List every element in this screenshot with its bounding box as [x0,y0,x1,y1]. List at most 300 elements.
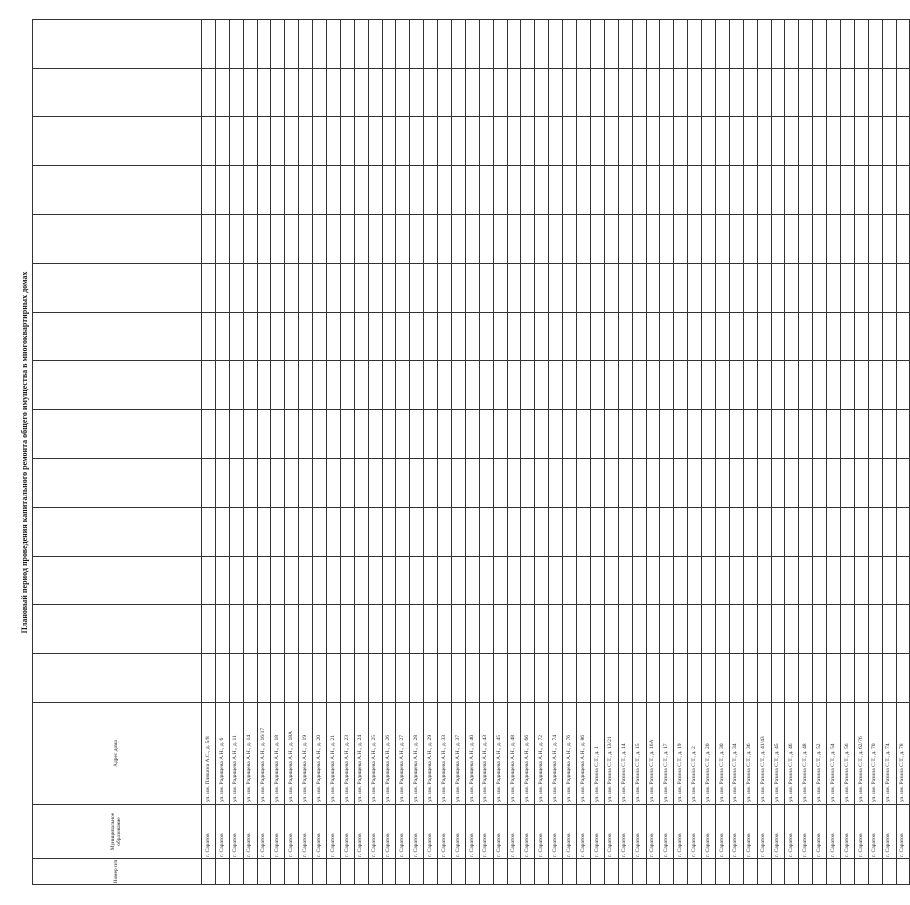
planned-year-cell [424,166,438,215]
planned-year-cell [715,166,729,215]
planned-year-cell [882,654,896,703]
planned-year-cell [271,507,285,556]
planned-year-cell [410,166,424,215]
municipality-cell: г. Саратов [410,805,424,859]
planned-year-cell [507,117,521,166]
planned-year-cell [757,459,771,508]
planned-year-cell [354,263,368,312]
table-row [465,19,479,884]
planned-year-cell [757,361,771,410]
planned-year-cell [757,654,771,703]
planned-year-cell [840,507,854,556]
row-number-cell [396,859,410,885]
planned-year-cell [257,361,271,410]
planned-year-cell [618,410,632,459]
planned-year-cell [299,654,313,703]
planned-year-cell [646,459,660,508]
address-cell: ул. им. Разина С.Т., д. 20 [702,703,716,805]
planned-year-cell [660,117,674,166]
planned-year-cell [840,410,854,459]
planned-year-cell [785,166,799,215]
planned-year-cell [271,361,285,410]
planned-year-cell [882,459,896,508]
planned-year-cell [854,263,868,312]
planned-year-cell [382,215,396,264]
planned-year-cell [660,361,674,410]
planned-year-cell [632,117,646,166]
planned-year-cell [479,556,493,605]
planned-year-cell [535,459,549,508]
column-header-c6 [33,410,202,459]
planned-year-cell [215,215,229,264]
planned-year-cell [646,556,660,605]
planned-year-cell [854,312,868,361]
municipality-cell: г. Саратов [479,805,493,859]
address-cell: ул. им. Разина С.Т., д. 36 [743,703,757,805]
planned-year-cell [327,459,341,508]
planned-year-cell [632,68,646,117]
planned-year-cell [827,507,841,556]
address-cell: ул. им. Разина С.Т., д. 17 [660,703,674,805]
planned-year-cell [382,410,396,459]
planned-year-cell [285,556,299,605]
planned-year-cell [549,556,563,605]
planned-year-cell [882,556,896,605]
address-cell: ул. им. Радищева А.Н., д. 27 [396,703,410,805]
planned-year-cell [285,410,299,459]
planned-year-cell [535,556,549,605]
planned-year-cell [882,605,896,654]
planned-year-cell [202,312,216,361]
planned-year-cell [507,410,521,459]
planned-year-cell [521,654,535,703]
address-cell: ул. им. Разина С.Т., д. 16А [646,703,660,805]
planned-year-cell [590,459,604,508]
planned-year-cell [465,19,479,68]
planned-year-cell [729,410,743,459]
planned-year-cell [729,507,743,556]
planned-year-cell [354,19,368,68]
planned-year-cell [299,361,313,410]
planned-year-cell [243,312,257,361]
planned-year-cell [493,507,507,556]
address-cell: ул. им. Радищева А.Н., д. 26 [382,703,396,805]
planned-year-cell [299,410,313,459]
planned-year-cell [549,19,563,68]
planned-year-cell [327,68,341,117]
planned-year-cell [271,459,285,508]
planned-year-cell [577,117,591,166]
planned-year-cell [507,556,521,605]
planned-year-cell [785,654,799,703]
municipality-cell: г. Саратов [202,805,216,859]
planned-year-cell [243,410,257,459]
planned-year-cell [743,507,757,556]
planned-year-cell [660,654,674,703]
planned-year-cell [299,507,313,556]
planned-year-cell [452,556,466,605]
planned-year-cell [465,361,479,410]
planned-year-cell [493,654,507,703]
planned-year-cell [229,459,243,508]
planned-year-cell [674,410,688,459]
planned-year-cell [257,410,271,459]
planned-year-cell [243,117,257,166]
planned-year-cell [479,459,493,508]
address-cell: ул. им. Разина С.Т., д. 15 [632,703,646,805]
planned-year-cell [827,605,841,654]
column-header-c11 [33,166,202,215]
planned-year-cell [590,654,604,703]
planned-year-cell [632,556,646,605]
planned-year-cell [368,410,382,459]
planned-year-cell [854,605,868,654]
planned-year-cell [368,19,382,68]
planned-year-cell [424,68,438,117]
planned-year-cell [646,654,660,703]
planned-year-cell [563,556,577,605]
planned-year-cell [688,215,702,264]
planned-year-cell [313,459,327,508]
municipality-cell: г. Саратов [299,805,313,859]
planned-year-cell [729,312,743,361]
planned-year-cell [396,605,410,654]
planned-year-cell [368,459,382,508]
planned-year-cell [771,410,785,459]
planned-year-cell [590,507,604,556]
table-row [202,19,216,884]
municipality-cell: г. Саратов [646,805,660,859]
planned-year-cell [813,654,827,703]
planned-year-cell [452,19,466,68]
planned-year-cell [424,117,438,166]
planned-year-cell [785,263,799,312]
table-row [368,19,382,884]
planned-year-cell [354,68,368,117]
planned-year-cell [479,312,493,361]
table-row [229,19,243,884]
planned-year-cell [202,556,216,605]
planned-year-cell [410,410,424,459]
planned-year-cell [702,556,716,605]
planned-year-cell [465,556,479,605]
planned-year-cell [827,410,841,459]
table-row [785,19,799,884]
planned-year-cell [771,654,785,703]
address-cell: ул. им. Разина С.Т., д. 56 [840,703,854,805]
planned-year-cell [604,166,618,215]
planned-year-cell [202,117,216,166]
row-number-cell [257,859,271,885]
planned-year-cell [771,117,785,166]
planned-year-cell [215,19,229,68]
planned-year-cell [215,68,229,117]
municipality-cell: г. Саратов [702,805,716,859]
planned-year-cell [827,654,841,703]
table-row [535,19,549,884]
repair-schedule-table [32,19,910,885]
municipality-cell: г. Саратов [340,805,354,859]
planned-year-cell [285,507,299,556]
column-header-c13 [33,68,202,117]
municipality-cell: г. Саратов [813,805,827,859]
column-header-c12 [33,117,202,166]
planned-year-cell [757,263,771,312]
planned-year-cell [299,605,313,654]
planned-year-cell [743,605,757,654]
row-number-cell [327,859,341,885]
planned-year-cell [382,166,396,215]
planned-year-cell [868,361,882,410]
planned-year-cell [410,556,424,605]
planned-year-cell [729,117,743,166]
municipality-cell: г. Саратов [327,805,341,859]
planned-year-cell [702,117,716,166]
municipality-cell: г. Саратов [535,805,549,859]
planned-year-cell [285,459,299,508]
planned-year-cell [354,459,368,508]
planned-year-cell [424,263,438,312]
planned-year-cell [521,459,535,508]
address-cell: ул. им. Радищева А.Н., д. 11 [229,703,243,805]
address-cell: ул. им. Радищева А.Н., д. 6 [215,703,229,805]
row-number-cell [243,859,257,885]
planned-year-cell [799,312,813,361]
planned-year-cell [799,459,813,508]
municipality-cell: г. Саратов [854,805,868,859]
planned-year-cell [604,361,618,410]
planned-year-cell [702,312,716,361]
planned-year-cell [896,215,910,264]
planned-year-cell [243,459,257,508]
planned-year-cell [618,117,632,166]
address-cell: ул. им. Радищева А.Н., д. 86 [577,703,591,805]
planned-year-cell [868,556,882,605]
planned-year-cell [702,68,716,117]
planned-year-cell [854,410,868,459]
table-row [354,19,368,884]
row-number-cell [618,859,632,885]
planned-year-cell [785,19,799,68]
planned-year-cell [285,654,299,703]
planned-year-cell [868,410,882,459]
planned-year-cell [479,605,493,654]
planned-year-cell [465,166,479,215]
column-header-num [33,859,202,885]
planned-year-cell [396,117,410,166]
planned-year-cell [757,507,771,556]
planned-year-cell [688,68,702,117]
planned-year-cell [729,605,743,654]
table-row [729,19,743,884]
planned-year-cell [354,605,368,654]
planned-year-cell [340,605,354,654]
row-number-cell [896,859,910,885]
planned-year-cell [368,263,382,312]
planned-year-cell [243,215,257,264]
planned-year-cell [785,605,799,654]
planned-year-cell [854,166,868,215]
planned-year-cell [215,459,229,508]
planned-year-cell [813,605,827,654]
planned-year-cell [896,361,910,410]
planned-year-cell [882,117,896,166]
planned-year-cell [715,654,729,703]
address-cell: ул. им. Разина С.Т., д. 45 [771,703,785,805]
planned-year-cell [229,68,243,117]
planned-year-cell [771,166,785,215]
planned-year-cell [646,19,660,68]
table-row [452,19,466,884]
planned-year-cell [493,410,507,459]
row-number-cell [438,859,452,885]
planned-year-cell [799,263,813,312]
planned-year-cell [577,312,591,361]
table-row [479,19,493,884]
planned-year-cell [799,117,813,166]
planned-year-cell [840,556,854,605]
planned-year-cell [271,117,285,166]
planned-year-cell [827,263,841,312]
table-row [215,19,229,884]
planned-year-cell [396,361,410,410]
planned-year-cell [285,605,299,654]
planned-year-cell [674,19,688,68]
planned-year-cell [452,654,466,703]
planned-year-cell [549,215,563,264]
planned-year-cell [785,410,799,459]
planned-year-cell [840,166,854,215]
row-number-cell [757,859,771,885]
table-row [868,19,882,884]
planned-year-cell [618,166,632,215]
planned-year-cell [840,263,854,312]
planned-year-cell [674,215,688,264]
planned-year-cell [424,312,438,361]
planned-year-cell [202,68,216,117]
planned-year-cell [271,605,285,654]
planned-year-cell [215,263,229,312]
planned-year-cell [313,263,327,312]
planned-year-cell [743,312,757,361]
planned-year-cell [674,361,688,410]
municipality-cell: г. Саратов [382,805,396,859]
planned-year-cell [271,312,285,361]
planned-year-cell [563,605,577,654]
planned-year-cell [368,361,382,410]
planned-year-cell [854,361,868,410]
planned-year-cell [465,605,479,654]
planned-year-cell [604,215,618,264]
planned-year-cell [271,19,285,68]
row-number-cell [465,859,479,885]
planned-year-cell [368,654,382,703]
address-cell: ул. им. Радищева А.Н., д. 20 [313,703,327,805]
planned-year-cell [438,166,452,215]
table-row [674,19,688,884]
planned-year-cell [452,605,466,654]
planned-year-cell [577,263,591,312]
planned-year-cell [674,654,688,703]
planned-year-cell [410,459,424,508]
planned-year-cell [535,361,549,410]
column-header-c14 [33,19,202,68]
column-header-c7 [33,361,202,410]
planned-year-cell [618,605,632,654]
planned-year-cell [590,556,604,605]
planned-year-cell [674,507,688,556]
planned-year-cell [785,459,799,508]
planned-year-cell [827,556,841,605]
planned-year-cell [688,605,702,654]
planned-year-cell [646,117,660,166]
planned-year-cell [313,410,327,459]
table-row [327,19,341,884]
planned-year-cell [577,410,591,459]
planned-year-cell [604,263,618,312]
planned-year-cell [896,312,910,361]
row-number-cell [202,859,216,885]
row-number-cell [632,859,646,885]
planned-year-cell [327,263,341,312]
planned-year-cell [257,166,271,215]
planned-year-cell [535,19,549,68]
planned-year-cell [840,605,854,654]
planned-year-cell [479,507,493,556]
planned-year-cell [479,166,493,215]
municipality-cell: г. Саратов [257,805,271,859]
planned-year-cell [896,654,910,703]
planned-year-cell [660,459,674,508]
planned-year-cell [285,19,299,68]
planned-year-cell [424,215,438,264]
address-cell: ул. им. Разина С.Т., д. 62/76 [854,703,868,805]
row-number-cell [868,859,882,885]
planned-year-cell [813,410,827,459]
planned-year-cell [715,507,729,556]
table-row [882,19,896,884]
planned-year-cell [438,361,452,410]
planned-year-cell [465,410,479,459]
municipality-cell: г. Саратов [743,805,757,859]
table-row [382,19,396,884]
planned-year-cell [493,19,507,68]
address-cell: ул. им. Радищева А.Н., д. 33 [438,703,452,805]
row-number-cell [340,859,354,885]
planned-year-cell [535,68,549,117]
planned-year-cell [674,166,688,215]
planned-year-cell [729,19,743,68]
planned-year-cell [702,459,716,508]
row-number-cell [785,859,799,885]
municipality-cell: г. Саратов [590,805,604,859]
row-number-cell [729,859,743,885]
planned-year-cell [813,312,827,361]
planned-year-cell [771,459,785,508]
planned-year-cell [590,19,604,68]
planned-year-cell [632,312,646,361]
planned-year-cell [396,410,410,459]
row-number-cell [577,859,591,885]
planned-year-cell [257,507,271,556]
planned-year-cell [674,459,688,508]
planned-year-cell [202,166,216,215]
table-row [549,19,563,884]
planned-year-cell [452,166,466,215]
planned-year-cell [243,166,257,215]
planned-year-cell [215,507,229,556]
planned-year-cell [799,68,813,117]
